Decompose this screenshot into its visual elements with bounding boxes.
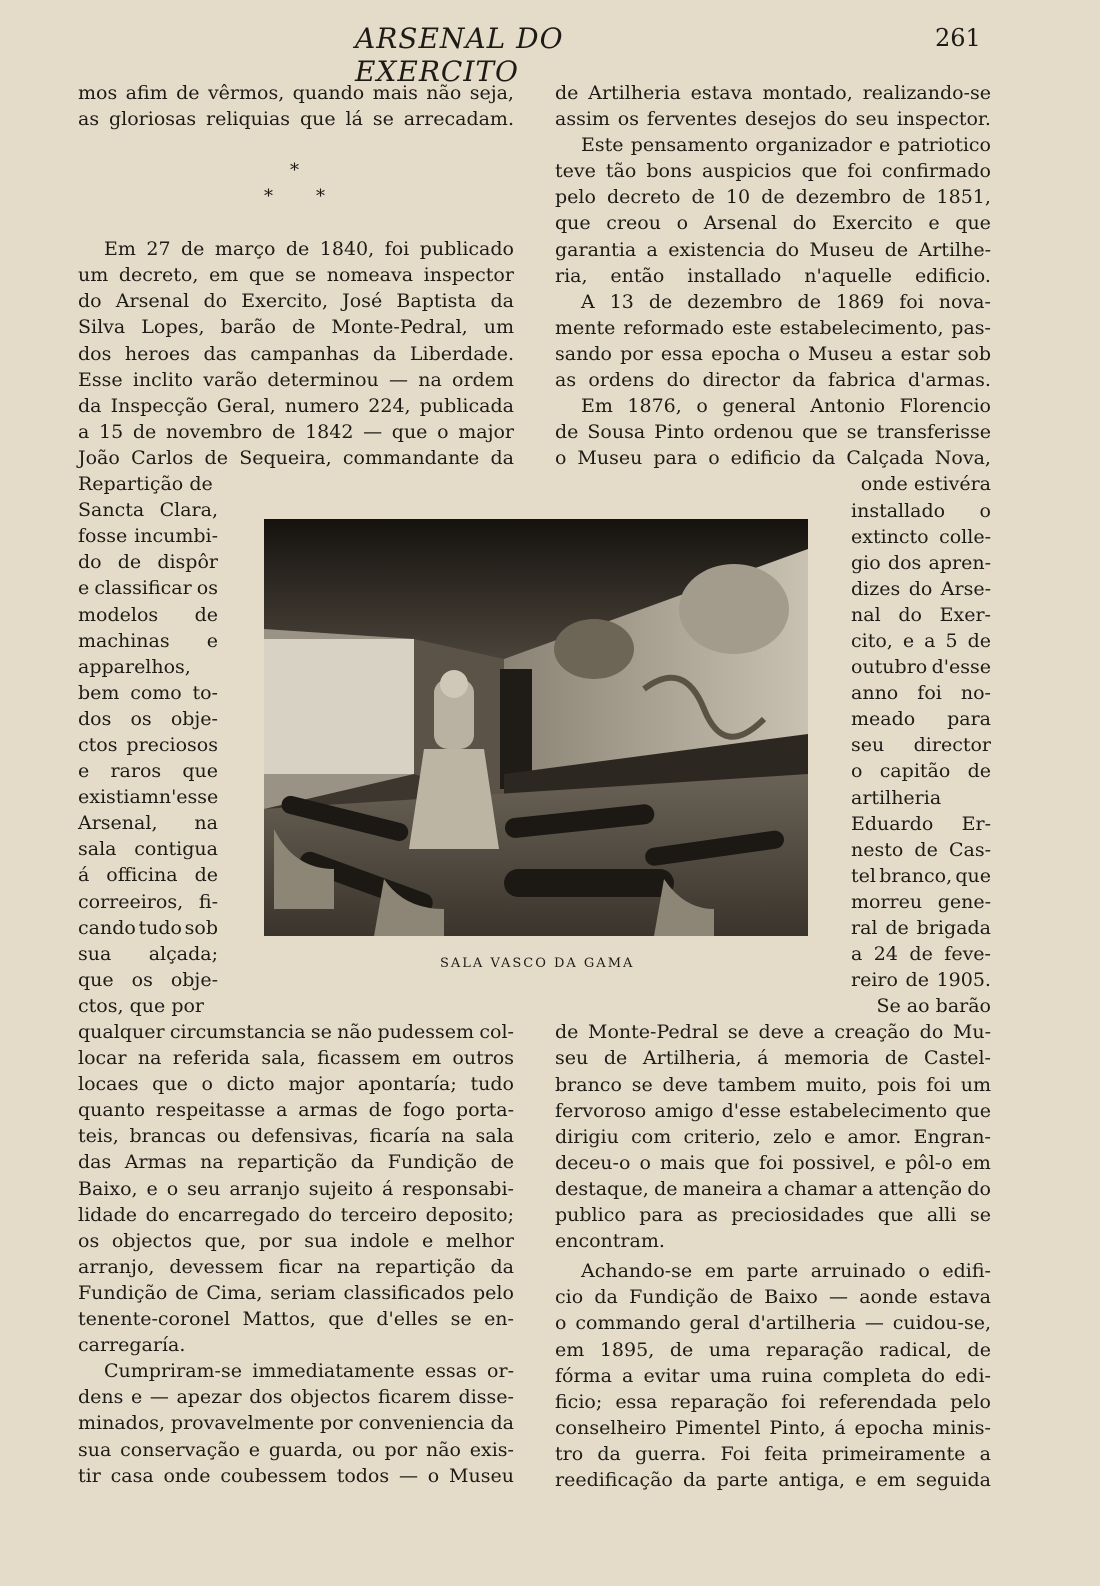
- text-line: sua alçada;: [78, 942, 218, 965]
- text-line: sala contigua: [78, 838, 218, 861]
- text-line: ria, então installado n'aquelle edificio.: [555, 264, 991, 287]
- text-line: seu de Artilheria, á memoria de Castel-: [555, 1047, 991, 1070]
- text-line: ral de brigada: [851, 917, 991, 939]
- text-line: destaque, de maneira a chamar a attenção do: [555, 1177, 991, 1200]
- text-line: conselheiro Pimentel Pinto, á epocha minis-: [555, 1416, 991, 1439]
- text-line: de Sousa Pinto ordenou que se transferisse: [555, 421, 991, 444]
- text-line: Achando-se em parte arruinado o edifi-: [581, 1260, 991, 1283]
- text-line: mente reformado este estabelecimento, pas-: [555, 316, 991, 339]
- text-line: teis, brancas ou defensivas, ficaría na sala: [78, 1125, 514, 1148]
- text-line: seu director: [851, 734, 991, 757]
- text-line: ctos preciosos: [78, 733, 218, 756]
- text-line: branco se deve tambem muito, pois foi um: [555, 1073, 991, 1096]
- text-line: o Museu para o edificio da Calçada Nova,: [555, 447, 991, 470]
- text-line: do Arsenal do Exercito, José Baptista da: [78, 290, 514, 313]
- text-line: cando tudo sob: [78, 916, 218, 939]
- text-line: bem como to-: [78, 681, 218, 704]
- text-line: deceu-o o mais que foi possivel, e pôl-o em: [555, 1151, 991, 1174]
- text-line: e raros que: [78, 760, 218, 783]
- text-line: tir casa onde coubessem todos — o Museu: [78, 1464, 514, 1487]
- text-line: machinas e: [78, 629, 218, 652]
- page-number: 261: [935, 24, 981, 52]
- text-line: da Inspecção Geral, numero 224, publicada: [78, 394, 514, 417]
- separator-asterisk: *: [290, 160, 299, 181]
- text-line: cio da Fundição de Baixo — aonde estava: [555, 1286, 991, 1309]
- text-line: outubro d'esse: [851, 656, 991, 679]
- text-line: lidade do encarregado do terceiro deposito;: [78, 1203, 514, 1226]
- text-line: mos afim de vêrmos, quando mais não seja,: [78, 82, 514, 104]
- photograph-sala-vasco-da-gama: [264, 519, 808, 936]
- text-line: Esse inclito varão determinou — na ordem: [78, 368, 514, 391]
- text-line: em 1895, de uma reparação radical, de: [555, 1338, 991, 1361]
- text-line: e classificar os: [78, 577, 218, 600]
- separator-asterisk: *: [316, 186, 325, 207]
- text-line: Se ao barão: [876, 995, 991, 1018]
- figure-caption: SALA VASCO DA GAMA: [440, 956, 635, 971]
- text-line: installado o: [851, 499, 991, 522]
- text-line: sando por essa epocha o Museu a estar sob: [555, 342, 991, 365]
- text-line: João Carlos de Sequeira, commandante da: [78, 446, 514, 469]
- room-with-cannons-image: [264, 519, 808, 936]
- text-line: sua conservação e guarda, ou por não exis-: [78, 1438, 514, 1461]
- text-line: as gloriosas reliquias que lá se arrecadam.: [78, 108, 514, 131]
- text-line: Em 1876, o general Antonio Florencio: [581, 395, 991, 418]
- text-line: artilheria: [851, 786, 942, 809]
- text-line: anno foi no-: [851, 682, 991, 705]
- text-line: dizes do Arse-: [851, 577, 991, 600]
- text-line: publico para as preciosidades que alli se: [555, 1204, 991, 1227]
- text-line: das Armas na repartição da Fundição de: [78, 1151, 514, 1174]
- text-line: fórma a evitar uma ruina completa do edi-: [555, 1364, 991, 1387]
- text-line: correeiros, fi-: [78, 890, 218, 913]
- text-line: o commando geral d'artilheria — cuidou-se,: [555, 1312, 991, 1335]
- text-line: os objectos que, por sua indole e melhor: [78, 1229, 514, 1252]
- text-line: que creou o Arsenal do Exercito e que: [555, 212, 991, 235]
- text-line: nesto de Cas-: [851, 838, 991, 861]
- text-line: Eduardo Er-: [851, 812, 991, 835]
- text-line: apparelhos,: [78, 655, 191, 678]
- running-header-title: ARSENAL DO EXERCITO: [355, 22, 564, 88]
- text-line: locar na referida sala, ficassem em outros: [78, 1047, 514, 1070]
- text-line: morreu gene-: [851, 890, 991, 913]
- text-line: á officina de: [78, 864, 218, 887]
- text-line: dens e — apezar dos objectos ficarem disse-: [78, 1386, 514, 1409]
- text-line: Repartição de: [78, 473, 213, 496]
- text-line: Fundição de Cima, seriam classificados pelo: [78, 1281, 514, 1304]
- text-line: ctos, que por: [78, 994, 205, 1017]
- text-line: encontram.: [555, 1230, 665, 1253]
- text-line: nal do Exer-: [851, 603, 991, 626]
- text-line: dos heroes das campanhas da Liberdade.: [78, 342, 514, 365]
- text-line: Cumpriram-se immediatamente essas or-: [104, 1360, 514, 1383]
- text-line: dos os obje-: [78, 707, 218, 730]
- text-line: cito, e a 5 de: [851, 629, 991, 652]
- text-line: quanto respeitasse a armas de fogo porta-: [78, 1099, 514, 1122]
- text-line: um decreto, em que se nomeava inspector: [78, 264, 514, 287]
- text-line: fosse incumbi-: [78, 525, 218, 548]
- text-line: Silva Lopes, barão de Monte-Pedral, um: [78, 316, 514, 339]
- text-line: qualquer circumstancia se não pudessem col-: [78, 1021, 514, 1043]
- text-line: de Monte-Pedral se deve a creação do Mu-: [555, 1021, 991, 1044]
- text-line: tenente-coronel Mattos, que d'elles se en-: [78, 1308, 514, 1331]
- text-line: pelo decreto de 10 de dezembro de 1851,: [555, 186, 991, 209]
- text-line: onde estivéra: [860, 473, 991, 496]
- text-line: do de dispôr: [78, 551, 218, 574]
- text-line: carregaría.: [78, 1334, 186, 1357]
- text-line: minados, provavelmente por conveniencia da: [78, 1412, 514, 1435]
- text-line: arranjo, devessem ficar na repartição da: [78, 1255, 514, 1278]
- text-line: dirigiu com criterio, zelo e amor. Engran-: [555, 1125, 991, 1148]
- text-line: que os obje-: [78, 968, 218, 991]
- text-line: reedificação da parte antiga, e em seguida: [555, 1468, 991, 1491]
- text-line: extincto colle-: [851, 525, 991, 548]
- text-line: tel branco, que: [851, 864, 991, 887]
- text-line: Arsenal, na: [78, 812, 218, 835]
- text-line: ficio; essa reparação foi referendada pelo: [555, 1390, 991, 1413]
- text-line: tro da guerra. Foi feita primeiramente a: [555, 1442, 991, 1465]
- text-line: reiro de 1905.: [851, 969, 991, 992]
- text-line: Este pensamento organizador e patriotico: [581, 134, 991, 157]
- text-line: existiam n'esse: [78, 786, 219, 809]
- text-line: gio dos apren-: [851, 551, 991, 574]
- text-line: garantia a existencia do Museu de Artilhe-: [555, 238, 991, 261]
- text-line: Baixo, e o seu arranjo sujeito á responsabi-: [78, 1177, 514, 1200]
- text-line: as ordens do director da fabrica d'armas.: [555, 369, 991, 392]
- text-line: a 24 de feve-: [851, 943, 991, 966]
- text-line: assim os ferventes desejos do seu inspector.: [555, 108, 991, 131]
- text-line: meado para: [851, 708, 991, 731]
- text-line: Sancta Clara,: [78, 499, 218, 522]
- text-line: modelos de: [78, 603, 218, 626]
- text-line: de Artilheria estava montado, realizando-se: [555, 82, 991, 104]
- text-line: o capitão de: [851, 760, 991, 783]
- text-line: A 13 de dezembro de 1869 foi nova-: [581, 290, 991, 313]
- separator-asterisk: *: [264, 186, 273, 207]
- text-line: a 15 de novembro de 1842 — que o major: [78, 420, 514, 443]
- text-line: locaes que o dicto major apontaría; tudo: [78, 1073, 514, 1096]
- text-line: Em 27 de março de 1840, foi publicado: [104, 238, 514, 261]
- text-line: teve tão bons auspicios que foi confirmado: [555, 160, 991, 183]
- text-line: fervoroso amigo d'esse estabelecimento que: [555, 1099, 991, 1122]
